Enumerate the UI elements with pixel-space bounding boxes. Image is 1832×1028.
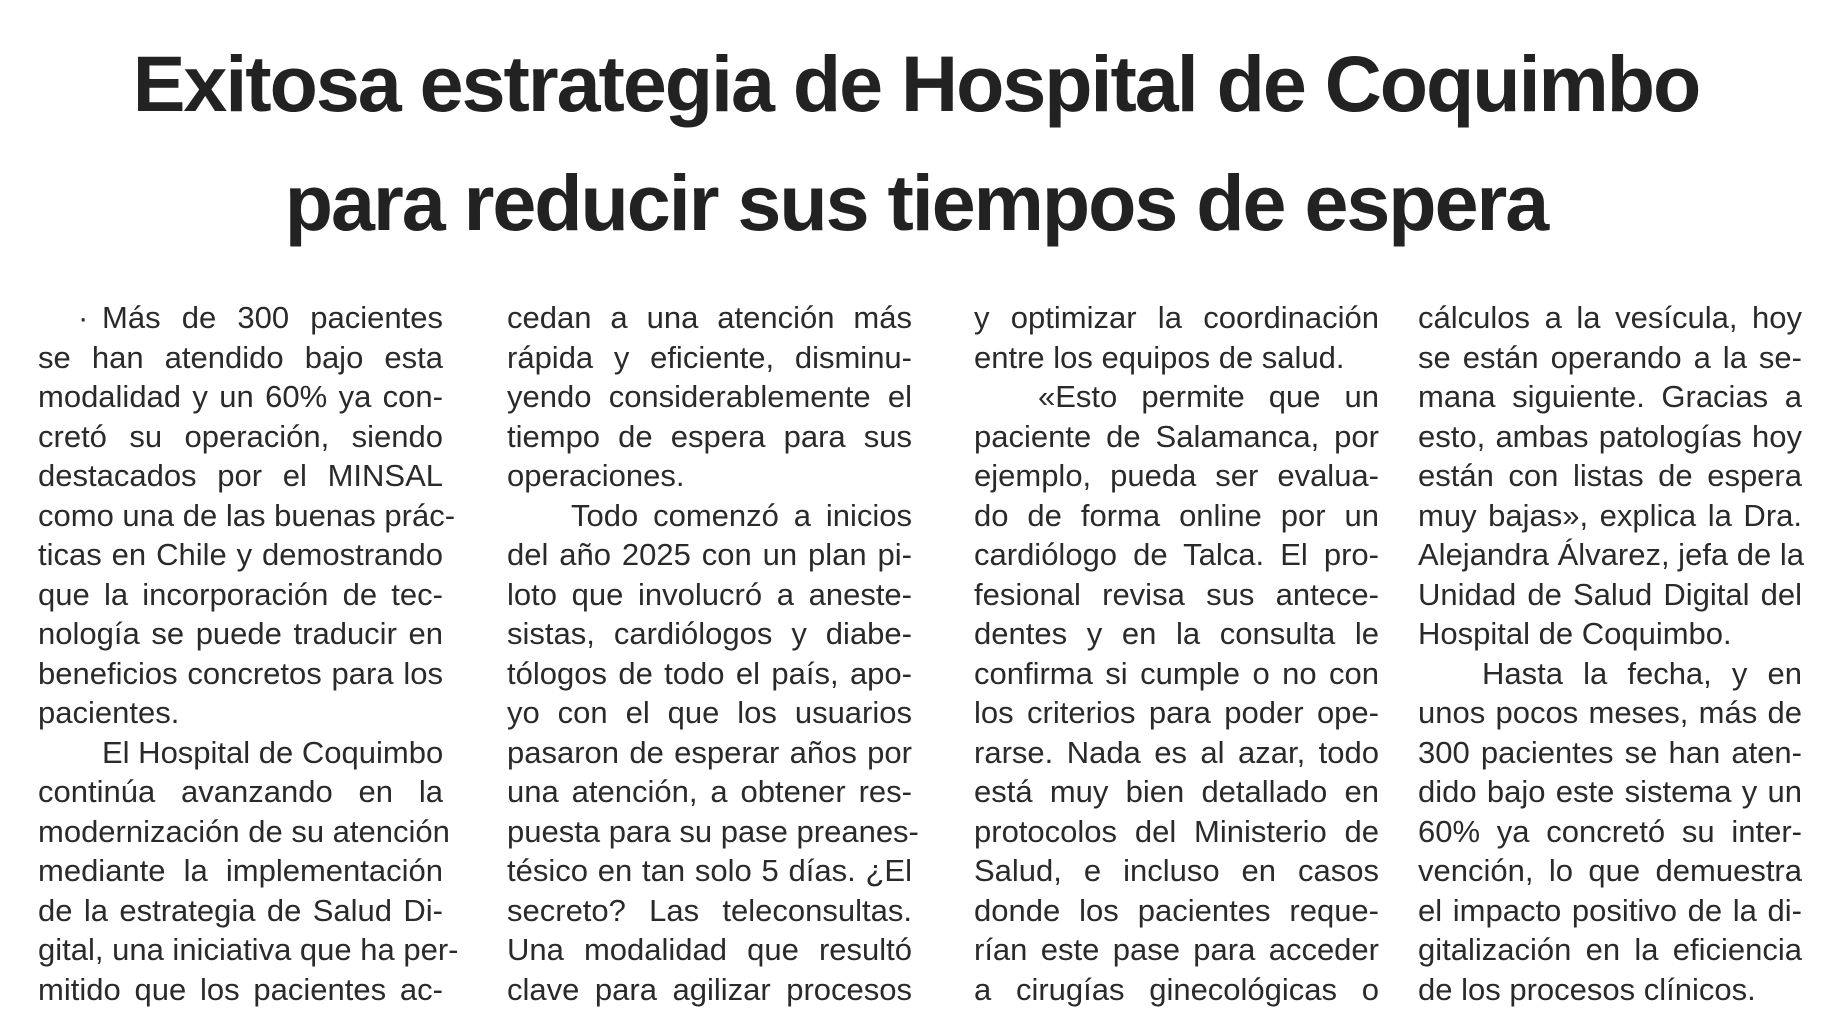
- article-column-1: [38, 298, 459, 1009]
- text-line: loto que involucró a aneste-: [507, 576, 912, 612]
- text-line: «Esto permite que un: [1038, 379, 1379, 414]
- text-line: paciente de Salamanca, por: [974, 418, 1379, 454]
- text-line: y optimizar la coordinación: [974, 300, 1379, 335]
- text-line: fesional revisa sus antece-: [974, 576, 1379, 612]
- text-line: Hasta la fecha, y en: [1482, 655, 1802, 691]
- article-column-3: [974, 298, 1379, 1009]
- text-line: secreto? Las teleconsultas.: [507, 892, 912, 928]
- text-line: continúa avanzando en la: [38, 774, 443, 809]
- text-line: esto, ambas patologías hoy: [1418, 418, 1802, 454]
- text-line: confirma si cumple o no con: [974, 655, 1379, 691]
- text-line: yo con el que los usuarios: [507, 695, 912, 730]
- text-line: rápida y eficiente, disminu-: [507, 339, 912, 375]
- text-line: del año 2025 con un plan pi-: [507, 537, 912, 572]
- text-line: los criterios para poder ope-: [974, 695, 1379, 730]
- text-line: do de forma online por un: [974, 497, 1379, 533]
- text-line: 60% ya concretó su inter-: [1418, 813, 1802, 849]
- text-line: ejemplo, pueda ser evalua-: [974, 458, 1379, 493]
- text-line: cedan a una atención más: [507, 300, 912, 335]
- article-headline: [0, 24, 1832, 262]
- text-line: Todo comenzó a inicios: [571, 497, 912, 533]
- text-line: destacados por el MINSAL: [38, 458, 443, 493]
- text-line: rían este pase para acceder: [974, 932, 1379, 967]
- text-line: tésico en tan solo 5 días. ¿El: [507, 853, 912, 888]
- text-line: 300 pacientes se han aten-: [1418, 734, 1802, 770]
- text-line: que la incorporación de tec-: [38, 576, 443, 612]
- text-line: El Hospital de Coquimbo: [102, 734, 444, 770]
- article-column-2: [507, 298, 919, 1009]
- text-line: gital, una iniciativa que ha per-: [38, 932, 459, 967]
- text-line: vención, lo que demuestra: [1418, 853, 1802, 888]
- paragraph-quote: [974, 377, 1379, 1009]
- text-line: · Más de 300 pacientes: [78, 300, 443, 335]
- text-line: gitalización en la eficiencia: [1418, 932, 1802, 967]
- text-line: cardiólogo de Talca. El pro-: [974, 537, 1379, 572]
- text-line: muy bajas», explica la Dra.: [1418, 497, 1802, 533]
- paragraph: [507, 496, 919, 1010]
- text-line: yendo considerablemente el: [507, 379, 912, 414]
- text-line: de la estrategia de Salud Di-: [38, 892, 443, 928]
- text-line: clave para agilizar procesos: [507, 971, 912, 1007]
- text-line: nología se puede traducir en: [38, 616, 443, 651]
- text-line: donde los pacientes reque-: [974, 892, 1379, 928]
- paragraph-quote-end: [1418, 298, 1805, 654]
- text-line: modalidad y un 60% ya con-: [38, 379, 443, 414]
- text-line: entre los equipos de salud.: [974, 339, 1345, 375]
- text-line: mitido que los pacientes ac-: [38, 971, 443, 1007]
- paragraph: [974, 298, 1379, 377]
- text-line: tiempo de espera para sus: [507, 418, 912, 454]
- text-line: como una de las buenas prác-: [38, 497, 456, 533]
- text-line: se están operando a la se-: [1418, 339, 1802, 375]
- text-line: están con listas de espera: [1418, 458, 1802, 493]
- text-line: pasaron de esperar años por: [507, 734, 912, 770]
- article-column-4: [1418, 298, 1805, 1009]
- text-line: mana siguiente. Gracias a: [1418, 379, 1802, 414]
- headline-line-1: Exitosa estrategia de Hospital de Coquimbo: [132, 39, 1700, 128]
- headline-line-2: para reducir sus tiempos de espera: [284, 158, 1548, 247]
- text-line: Una modalidad que resultó: [507, 932, 912, 967]
- text-line: dido bajo este sistema y un: [1418, 774, 1802, 809]
- text-line: está muy bien detallado en: [974, 774, 1379, 809]
- paragraph: [38, 733, 459, 1010]
- text-line-content: Más de 300 pacientes: [102, 300, 443, 335]
- text-line: rarse. Nada es al azar, todo: [974, 734, 1379, 770]
- text-line: protocolos del Ministerio de: [974, 813, 1379, 849]
- text-line: cálculos a la vesícula, hoy: [1418, 300, 1802, 335]
- text-line: Unidad de Salud Digital del: [1418, 576, 1802, 612]
- text-line: unos pocos meses, más de: [1418, 695, 1802, 730]
- article-body: [0, 298, 1832, 1018]
- text-line: sistas, cardiólogos y diabe-: [507, 616, 912, 651]
- text-line: mediante la implementación: [38, 853, 443, 888]
- text-line: de los procesos clínicos.: [1418, 971, 1756, 1007]
- text-line: el impacto positivo de la di-: [1418, 892, 1802, 928]
- text-line: dentes y en la consulta le: [974, 616, 1379, 651]
- paragraph-lead: [38, 298, 456, 733]
- text-line: una atención, a obtener res-: [507, 774, 912, 809]
- text-line: ticas en Chile y demostrando: [38, 537, 443, 572]
- text-line: Salud, e incluso en casos: [974, 853, 1379, 888]
- text-line: puesta para su pase preanes-: [507, 813, 919, 849]
- text-line: beneficios concretos para los: [38, 655, 443, 691]
- text-line: Hospital de Coquimbo.: [1418, 616, 1732, 651]
- text-line: operaciones.: [507, 458, 685, 493]
- paragraph: [507, 298, 912, 496]
- text-line: modernización de su atención: [38, 813, 450, 849]
- text-line: se han atendido bajo esta: [38, 339, 443, 375]
- text-line: cretó su operación, siendo: [38, 418, 443, 454]
- text-line: pacientes.: [38, 695, 180, 730]
- paragraph: [1418, 654, 1802, 1010]
- text-line: tólogos de todo el país, apo-: [507, 655, 912, 691]
- text-line: Alejandra Álvarez, jefa de la: [1418, 537, 1805, 572]
- text-line: a cirugías ginecológicas o: [974, 971, 1379, 1007]
